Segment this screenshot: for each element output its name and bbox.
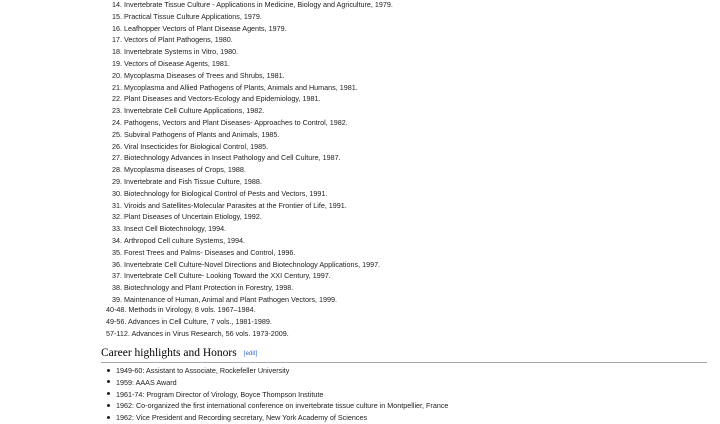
list-item: [106, 141, 393, 153]
list-item: 40-48. Methods in Virology, 8 vols. 1967–1984.: [106, 305, 256, 314]
list-item: [106, 117, 393, 129]
list-item-number: 39.: [112, 294, 122, 304]
list-item-number: 29.: [112, 176, 122, 186]
list-item-text: Invertebrate Systems in Vitro, 1980.: [124, 47, 239, 57]
list-item-text: Vectors of Plant Pathogens, 1980.: [124, 35, 233, 45]
list-item: [104, 377, 448, 389]
list-item-number: 28.: [112, 165, 122, 175]
list-item-text: Invertebrate and Fish Tissue Culture, 1988.: [124, 176, 262, 186]
list-item: [106, 105, 393, 117]
list-item: [106, 164, 393, 176]
list-item-text: Invertebrate Cell Culture Applications, 1982.: [124, 106, 265, 116]
list-item-number: 17.: [112, 35, 122, 45]
list-item-number: 37.: [112, 271, 122, 281]
list-item: [106, 70, 393, 82]
bullet-icon: [107, 380, 110, 383]
list-item: [104, 400, 448, 412]
list-item-text: Arthropod Cell culture Systems, 1994.: [124, 235, 246, 245]
list-item: [106, 282, 393, 294]
bullet-icon: [107, 416, 110, 419]
list-item-number: 35.: [112, 247, 122, 257]
list-item: [104, 365, 448, 377]
list-item-number: 38.: [112, 283, 122, 293]
list-item-number: 26.: [112, 141, 122, 151]
list-item-text: 1959: AAAS Award: [116, 377, 177, 387]
list-item: [106, 200, 393, 212]
list-item-number: 34.: [112, 235, 122, 245]
list-item: [106, 34, 393, 46]
list-item-text: Plant Diseases and Vectors-Ecology and Epidemiology, 1981.: [124, 94, 321, 104]
list-item-text: Invertebrate Cell Culture-Novel Directions and Biotechnology Applications, 1997.: [124, 259, 381, 269]
bullet-icon: [107, 404, 110, 407]
list-item-text: Maintenance of Human, Animal and Plant Pathogen Vectors, 1999.: [124, 294, 337, 304]
list-item-number: 25.: [112, 129, 122, 139]
list-item: [106, 188, 393, 200]
list-item-text: Viroids and Satellites-Molecular Parasites at the Frontier of Life, 1991.: [124, 200, 347, 210]
list-item-number: 22.: [112, 94, 122, 104]
bullet-icon: [107, 392, 110, 395]
list-item: [106, 152, 393, 164]
list-item: [106, 247, 393, 259]
list-item: [106, 235, 393, 247]
list-item-text: Plant Diseases of Uncertain Etiology, 1992.: [124, 212, 262, 222]
list-item-text: Forest Trees and Palms- Diseases and Control, 1996.: [124, 247, 296, 257]
list-item: [106, 58, 393, 70]
list-item-number: 33.: [112, 224, 122, 234]
list-item-number: 27.: [112, 153, 122, 163]
section-title: Career highlights and Honors: [101, 347, 237, 359]
list-item-text: Invertebrate Cell Culture- Looking Toward the XXI Century, 1997.: [124, 271, 331, 281]
list-item-text: Practical Tissue Culture Applications, 1979.: [124, 11, 262, 21]
list-item: [106, 223, 393, 235]
list-item-number: 16.: [112, 23, 122, 33]
list-item: [106, 211, 393, 223]
list-item: [106, 46, 393, 58]
bullet-icon: [107, 369, 110, 372]
list-item-text: Pathogens, Vectors and Plant Diseases- Approaches to Control, 1982.: [124, 117, 348, 127]
list-item-number: 21.: [112, 82, 122, 92]
list-item-number: 20.: [112, 70, 122, 80]
list-item: 57-112. Advances in Virus Research, 56 vols. 1973-2009.: [106, 328, 289, 338]
list-item-number: 32.: [112, 212, 122, 222]
list-item-number: 14.: [112, 0, 122, 9]
list-item-number: 31.: [112, 200, 122, 210]
list-item-text: Viral Insecticides for Biological Control, 1985.: [124, 141, 269, 151]
list-item-text: Biotechnology and Plant Protection in Forestry, 1998.: [124, 283, 294, 293]
list-item: [106, 93, 393, 105]
list-item-text: 1961-74: Program Director of Virology, Boyce Thompson Institute: [116, 389, 324, 399]
list-item: 49-56. Advances in Cell Culture, 7 vols., 1981-1989.: [106, 316, 272, 326]
list-item-number: 24.: [112, 117, 122, 127]
list-item-text: Mycoplasma diseases of Crops, 1988.: [124, 165, 246, 175]
list-item-text: Insect Cell Biotechnology, 1994.: [124, 224, 227, 234]
list-item: [106, 11, 393, 23]
list-item-number: 15.: [112, 11, 122, 21]
list-item-number: 19.: [112, 58, 122, 68]
edit-section-link[interactable]: [edit]: [243, 350, 258, 357]
section-heading: [101, 345, 707, 363]
list-item-text: Biotechnology Advances in Insect Pathology and Cell Culture, 1987.: [124, 153, 341, 163]
list-item-text: Vectors of Disease Agents, 1981.: [124, 58, 230, 68]
list-item-text: Invertebrate Tissue Culture - Applications in Medicine, Biology and Agriculture, 1979.: [124, 0, 393, 9]
series-list: [106, 304, 289, 339]
list-item: [104, 389, 448, 401]
list-item-text: Mycoplasma and Allied Pathogens of Plants, Animals and Humans, 1981.: [124, 82, 358, 92]
list-item-text: Subviral Pathogens of Plants and Animals, 1985.: [124, 129, 280, 139]
publications-list: [106, 0, 393, 306]
list-item-text: 1962: Vice President and Recording secretary, New York Academy of Sciences: [116, 413, 368, 423]
list-item: [106, 176, 393, 188]
list-item: [106, 82, 393, 94]
list-item: [106, 0, 393, 11]
list-item-text: Leafhopper Vectors of Plant Disease Agents, 1979.: [124, 23, 287, 33]
list-item-number: 23.: [112, 106, 122, 116]
career-list: [104, 365, 448, 424]
list-item-text: 1962: Co-organized the first international conference on invertebrate tissue culture in Montpellier, France: [116, 401, 449, 411]
list-item-text: 1949-60: Assistant to Associate, Rockefeller University: [116, 366, 290, 375]
list-item-text: Biotechnology for Biological Control of Pests and Vectors, 1991.: [124, 188, 328, 198]
list-item-number: 36.: [112, 259, 122, 269]
list-item-text: Mycoplasma Diseases of Trees and Shrubs, 1981.: [124, 70, 285, 80]
list-item: [106, 23, 393, 35]
list-item: [106, 270, 393, 282]
list-item-number: 18.: [112, 47, 122, 57]
list-item: [106, 129, 393, 141]
list-item: [106, 259, 393, 271]
list-item: [104, 412, 448, 424]
list-item-number: 30.: [112, 188, 122, 198]
